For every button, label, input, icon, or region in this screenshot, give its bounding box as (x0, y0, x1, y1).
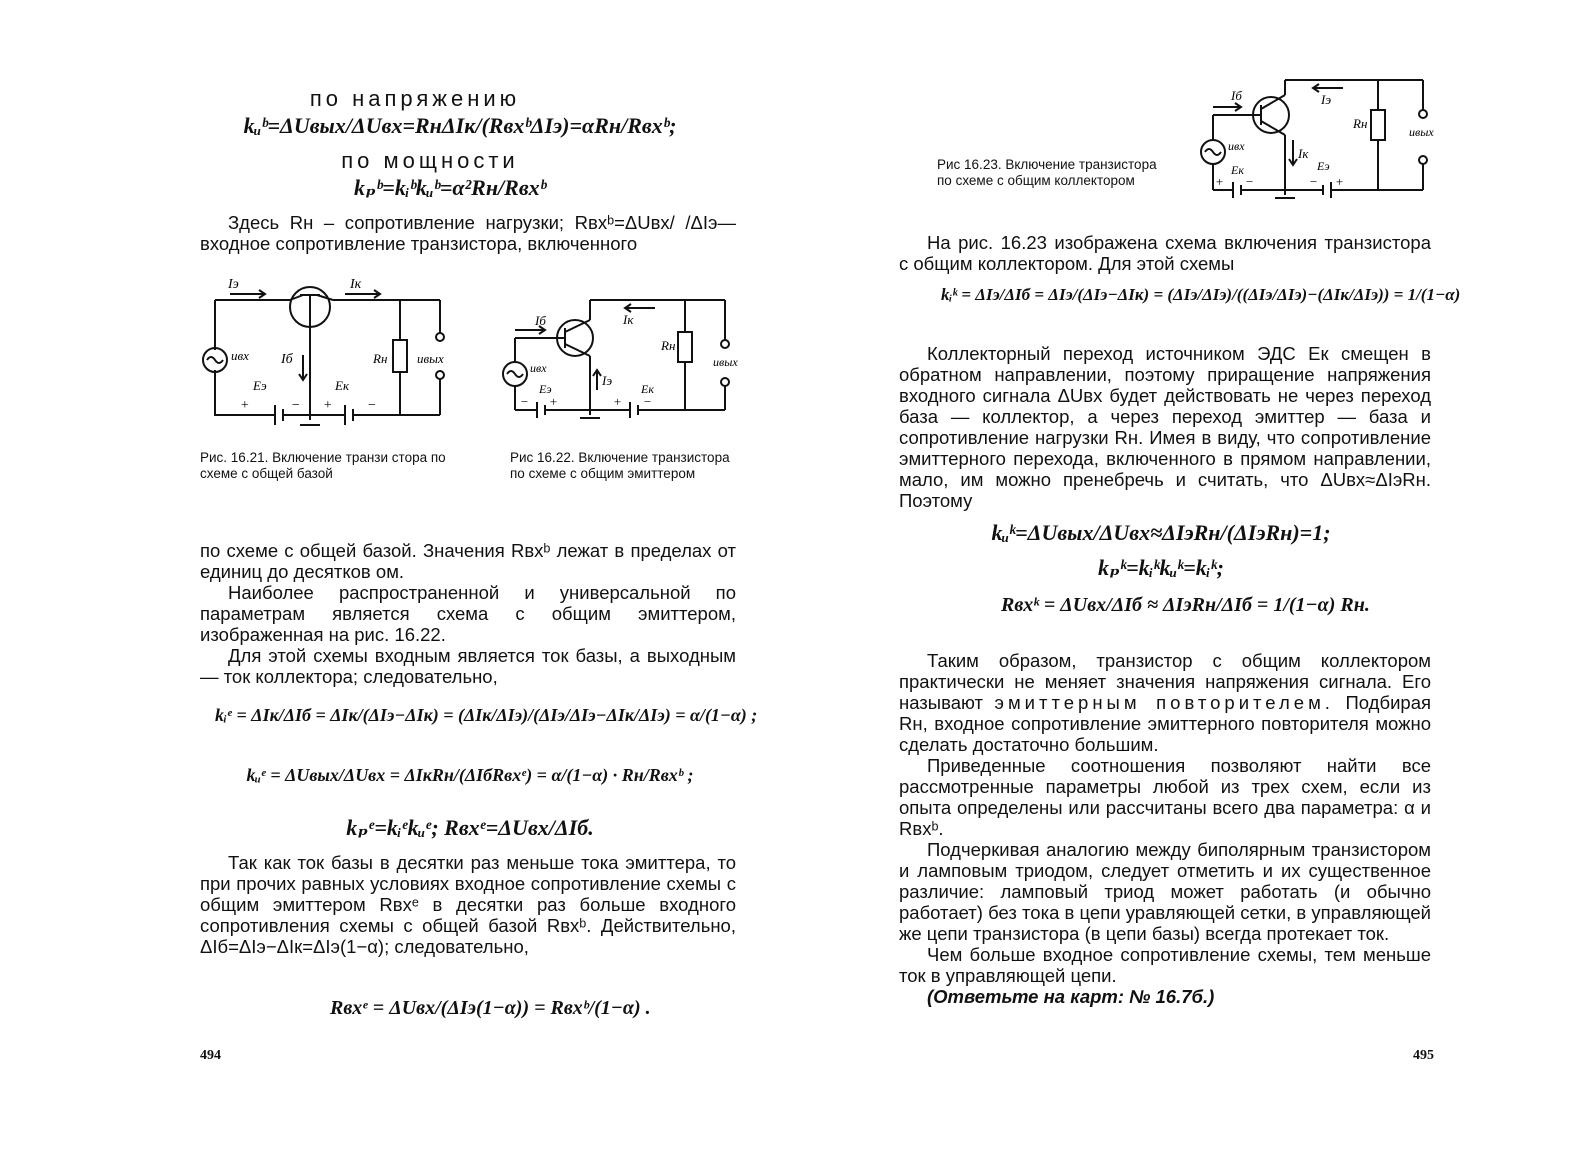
term-emitter-follower: эмиттерным повторителем. (994, 692, 1334, 713)
equation-ki-collector: kᵢᵏ = ΔIэ/ΔIб = ΔIэ/(ΔIэ−ΔIк) = (ΔIэ/ΔIэ)/((ΔIэ/ΔIэ)−(ΔIк/ΔIэ)) = 1/(1−α) (941, 285, 1461, 304)
fig23-label-uin: uвх (1228, 139, 1245, 153)
label-power: по мощности (341, 148, 519, 173)
fig21-label-uin: uвх (231, 348, 249, 363)
page-number-left: 494 (200, 1048, 221, 1063)
answer-card-note: (Ответьте на карт: № 16.7б.) (927, 986, 1215, 1007)
fig21-label-uout: uвых (417, 351, 444, 366)
equation-power-gain: kₚᵇ=kᵢᵇkᵤᵇ=α²Rн/Rвхᵇ (353, 175, 547, 200)
paragraph-collector: Коллекторный переход источником ЭДС Eк смещен в обратном направлении, поэтому приращение напряжения входного сигнала ΔUвх будет действовать не через переход база — коллектор, а через переход эмиттер — база и сопротивление нагрузки Rн. Имея в виду, что сопротивление эмиттерного перехода, включенного в прямом направлении, мало, им можно пренебречь и считать, что ΔUвх≈ΔIэRн. Поэтому (899, 343, 1431, 511)
page-number-right: 495 (1413, 1048, 1434, 1063)
equation-ki-emitter: kᵢᵉ = ΔIк/ΔIб = ΔIк/(ΔIэ−ΔIк) = (ΔIк/ΔIэ)/(ΔIэ/ΔIэ−ΔIк/ΔIэ) = α/(1−α) ; (215, 705, 758, 725)
fig22-plus-k: + (613, 394, 622, 409)
fig22-label-ie: Iэ (602, 373, 613, 388)
fig22-minus-e: − (520, 394, 529, 409)
fig-16-23-caption: Рис 16.23. Включение транзистора по схеме с общим коллектором (937, 157, 1157, 188)
fig23-label-uout: uвых (1409, 125, 1434, 139)
left-text-block-1 (200, 540, 736, 687)
paragraph-here (200, 212, 736, 254)
equation-rin-emitter: Rвхᵉ = ΔUвх/(ΔIэ(1−α)) = Rвхᵇ/(1−α) . (330, 997, 651, 1019)
figure-16-22-circuit (495, 290, 745, 430)
paragraph-since: Так как ток базы в десятки раз меньше тока эмиттера, то при прочих равных условиях входное сопротивление схемы с общим эмиттером Rвхᵉ в десятки раз больше входного сопротивления схемы с общей базой Rвхᵇ. Действительно, ΔIб=ΔIэ−ΔIк=ΔIэ(1−α); следовательно, (200, 852, 736, 957)
fig23-minus-k: − (1245, 174, 1254, 189)
fig21-plus-e: + (240, 398, 250, 413)
paragraph-thus (899, 650, 1431, 755)
fig22-label-ik: Iк (623, 312, 634, 327)
fig21-minus-k: − (367, 398, 377, 413)
fig23-plus-e: + (1335, 174, 1344, 189)
fig22-label-rn: Rн (661, 338, 676, 353)
fig-16-22-caption: Рис 16.22. Включение транзистора по схеме с общим эмиттером (510, 450, 730, 481)
fig23-label-ib: Iб (1231, 88, 1242, 103)
equation-rin-collector: Rвхᵏ = ΔUвх/ΔIб ≈ ΔIэRн/ΔIб = 1/(1−α) Rн. (1001, 594, 1370, 616)
label-voltage: по напряжению (309, 86, 521, 111)
paragraph-here-text: Здесь Rн – сопротивление нагрузки; Rвхᵇ=ΔUвх/ /ΔIэ—входное сопротивление транзистора, включенного (200, 212, 736, 254)
fig21-label-rn: Rн (373, 351, 388, 366)
fig21-label-ek: Eк (335, 378, 350, 393)
fig23-minus-e: − (1309, 174, 1318, 189)
paragraph-fig23: На рис. 16.23 изображена схема включения транзистора с общим коллектором. Для этой схемы (899, 232, 1431, 274)
paragraph-input: Для этой схемы входным является ток базы, а выходным — ток коллектора; следовательно, (200, 645, 736, 687)
paragraph-collector-block (899, 343, 1431, 511)
fig23-label-ee: Eэ (1317, 159, 1330, 173)
figure-16-21-circuit (195, 275, 470, 435)
fig21-label-ib: Iб (281, 352, 293, 367)
right-text-block-2 (899, 650, 1431, 1007)
fig23-label-rn: Rн (1353, 116, 1368, 131)
fig-16-21-caption: Рис. 16.21. Включение транзи стора по схеме с общей базой (200, 450, 446, 481)
fig21-minus-e: − (291, 398, 301, 413)
paragraph-continuation: по схеме с общей базой. Значения Rвхᵇ лежат в пределах от единиц до десятков ом. (200, 540, 736, 582)
paragraph-widespread: Наиболее распространенной и универсальной по параметрам является схема с общим эмиттером, изображенная на рис. 16.22. (200, 582, 736, 645)
fig21-label-ie: Iэ (228, 277, 239, 292)
fig21-label-ik: Iк (350, 277, 362, 292)
paragraph-relations: Приведенные соотношения позволяют найти все рассмотренные параметры любой из трех схем, если из опыта определены или рассчитаны всего два параметра: α и Rвхᵇ. (899, 755, 1431, 839)
fig22-label-uout: uвых (713, 355, 738, 369)
right-page (791, 0, 1582, 1153)
paragraph-fig23-block (899, 232, 1431, 274)
fig21-label-ee: Eэ (253, 378, 267, 393)
paragraph-greater: Чем больше входное сопротивление схемы, тем меньше ток в управляющей цепи. (899, 944, 1431, 986)
equation-kp-collector: kₚᵏ=kᵢᵏkᵤᵏ=kᵢᵏ; (1098, 555, 1224, 580)
fig22-label-ib: Iб (535, 313, 546, 328)
fig22-label-uin: uвх (530, 361, 547, 375)
fig22-label-ek: Eк (641, 382, 654, 396)
fig23-label-ek: Eк (1231, 163, 1244, 177)
fig23-label-ie: Iэ (1321, 92, 1332, 107)
equation-kp-emitter: kₚᵉ=kᵢᵉkᵤᵉ; Rвхᵉ=ΔUвх/ΔIб. (346, 815, 594, 840)
fig22-plus-e: + (549, 394, 558, 409)
figure-16-23-circuit (1193, 70, 1443, 210)
fig23-label-ik: Iк (1298, 146, 1309, 161)
paragraph-thus-part2: Подбирая Rн, входное сопротивление эмиттерного повторителя можно сделать достаточно большим. (899, 692, 1431, 755)
equation-ku-emitter: kᵤᵉ = ΔUвых/ΔUвх = ΔIкRн/(ΔIбRвхᵉ) = α/(1−α) · Rн/Rвхᵇ ; (246, 765, 694, 785)
fig22-minus-k: − (643, 394, 652, 409)
fig23-plus-k: + (1215, 174, 1224, 189)
equation-voltage-gain: kᵤᵇ=ΔUвых/ΔUвх=RнΔIк/(RвхᵇΔIэ)=αRн/Rвхᵇ; (243, 113, 677, 138)
paragraph-analogy: Подчеркивая аналогию между биполярным транзистором и ламповым триодом, следует отметить и их существенное различие: ламповый триод может работать (и обычно работает) без тока в цепи уравляющей сетки, в управляющей же цепи транзистора (в цепи базы) всегда протекает ток. (899, 839, 1431, 944)
fig21-plus-k: + (323, 398, 333, 413)
paragraph-since-block (200, 852, 736, 957)
fig22-label-ee: Eэ (539, 382, 552, 396)
equation-ku-collector: kᵤᵏ=ΔUвых/ΔUвх≈ΔIэRн/(ΔIэRн)=1; (991, 520, 1331, 545)
paragraph-thus-part1: Таким образом, транзистор с общим коллектором практически не меняет значения напряжения сигнала. Его называют (899, 650, 1431, 713)
